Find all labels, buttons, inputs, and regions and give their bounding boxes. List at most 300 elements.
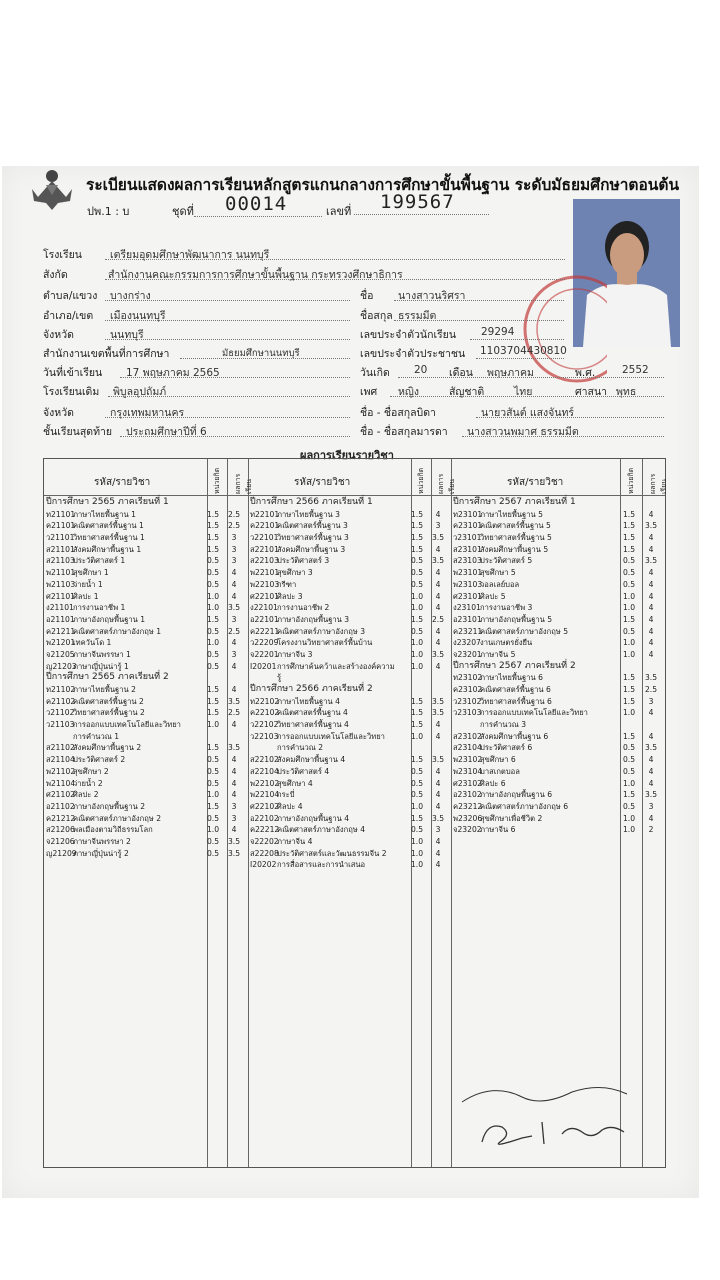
subject-name: ภาษาจีนพรรษา 1 <box>73 649 131 659</box>
subject-grade: 3.5 <box>644 556 658 566</box>
subject-credit: 1.0 <box>410 591 424 601</box>
subject-code: ค21211 <box>46 626 76 636</box>
subject-code: ศ21102 <box>46 790 75 800</box>
subject-code: ส21103 <box>46 556 75 566</box>
subject-grade: 3.5 <box>431 696 445 706</box>
surname-value: ธรรมมีต <box>398 310 437 322</box>
term-heading <box>453 497 663 509</box>
subject-grade: 3 <box>231 556 237 566</box>
subject-grade: 3.5 <box>227 696 241 706</box>
subject-name: การศึกษาค้นคว้าและสร้างองค์ความ <box>277 661 395 671</box>
subject-credit: 0.5 <box>206 848 220 858</box>
subject-grade: 4 <box>648 544 654 554</box>
subject-row <box>46 509 246 521</box>
name-label: ชื่อ <box>360 290 374 302</box>
subject-credit: 1.0 <box>622 591 636 601</box>
subject-code: อ22102 <box>250 813 279 823</box>
subject-grade: 4 <box>231 685 237 694</box>
subject-code: ส21102 <box>46 743 75 753</box>
subject-code: ค23211 <box>453 626 483 636</box>
subject-name: ภาษาไทยพื้นฐาน 1 <box>73 509 136 519</box>
subject-code: ญ21203 <box>46 661 77 671</box>
subject-row <box>250 801 450 813</box>
subject-row <box>250 544 450 556</box>
subject-name: คณิตศาสตร์ภาษาอังกฤษ 2 <box>73 813 162 823</box>
term-column-1 <box>46 497 246 859</box>
subject-row <box>46 789 246 801</box>
subject-grade: 4 <box>648 509 654 519</box>
subject-grade: 4 <box>648 766 654 776</box>
subject-code: ส22102 <box>250 755 279 765</box>
subject-code: ค21212 <box>46 813 76 823</box>
subject-code: พ22104 <box>250 790 280 800</box>
subject-grade: 3.5 <box>431 556 445 566</box>
subject-grade: 4 <box>231 825 237 835</box>
subject-credit: 0.5 <box>622 755 636 765</box>
subject-credit: 1.5 <box>622 685 636 694</box>
document-title: ระเบียนแสดงผลการเรียนหลักสูตรแกนกลางการศึกษาขั้นพื้นฐาน ระดับมัธยมศึกษาตอนต้น <box>86 176 680 194</box>
subject-row <box>453 555 663 567</box>
subject-name: การออกแบบเทคโนโลยีและวิทยา <box>277 731 385 741</box>
subject-row <box>46 567 246 579</box>
subject-row <box>453 778 663 790</box>
subject-name: ประวัติศาสตร์ 5 <box>480 556 533 566</box>
subject-grade: 3 <box>231 533 237 543</box>
subject-name: สังคมศึกษาพื้นฐาน 6 <box>480 731 549 741</box>
subject-code: ท21101 <box>46 509 76 519</box>
subject-credit: 1.0 <box>410 860 424 870</box>
subject-credit: 1.5 <box>410 614 424 624</box>
enter-date-label: วันที่เข้าเรียน <box>43 367 103 379</box>
subject-name: ภาษาไทยพื้นฐาน 4 <box>277 696 340 706</box>
set-number: 00014 <box>225 193 288 215</box>
subject-name: รู้ <box>277 673 282 683</box>
subject-grade: 4 <box>231 661 237 671</box>
subject-credit: 1.0 <box>410 836 424 846</box>
subject-credit: 0.5 <box>622 743 636 753</box>
subject-credit: 0.5 <box>410 825 424 835</box>
subject-row <box>250 532 450 544</box>
subject-name: สังคมศึกษาพื้นฐาน 5 <box>480 544 549 554</box>
subject-grade: 3.5 <box>227 848 241 858</box>
religion-value: พุทธ <box>616 386 637 398</box>
subject-row <box>46 520 246 532</box>
subject-row <box>46 555 246 567</box>
subject-code: ค21101 <box>46 521 76 531</box>
subject-grade: 3.5 <box>431 533 445 543</box>
subdistrict-value: บางกร่าง <box>110 290 151 302</box>
subject-grade: 4 <box>435 638 441 648</box>
col1-subject-header: รหัส/รายวิชา <box>94 477 151 488</box>
subject-credit: 0.5 <box>622 568 636 578</box>
subject-code: ศ23101 <box>453 591 482 601</box>
subject-name: วิทยาศาสตร์พื้นฐาน 4 <box>277 720 349 730</box>
subject-row <box>46 544 246 556</box>
subject-credit: 0.5 <box>206 649 220 659</box>
subject-code: พ21104 <box>46 778 76 788</box>
subject-code: พ23103 <box>453 579 483 589</box>
subject-grade: 3.5 <box>431 649 445 659</box>
subject-name: ภาษาจีน 3 <box>277 649 313 659</box>
subject-row <box>250 859 450 871</box>
subject-code: ว21101 <box>46 533 75 543</box>
subject-row <box>46 602 246 614</box>
subject-grade: 4 <box>648 649 654 659</box>
subject-credit: 0.5 <box>410 579 424 589</box>
subject-grade: 4 <box>231 568 237 578</box>
school-label: โรงเรียน <box>43 249 82 261</box>
subject-name: ศิลปะ 3 <box>277 591 303 601</box>
subject-credit: 1.5 <box>622 614 636 624</box>
subject-grade: 4 <box>435 836 441 846</box>
subject-name: ภาษาอังกฤษพื้นฐาน 2 <box>73 801 146 811</box>
subject-code: ง23101 <box>453 603 481 613</box>
subject-code: ส23101 <box>453 544 482 554</box>
subject-name: ภาษาไทยพื้นฐาน 5 <box>480 509 543 519</box>
subject-code: ศ22102 <box>250 801 279 811</box>
subject-row <box>453 602 663 614</box>
subject-credit: 1.5 <box>410 533 424 543</box>
subject-row <box>250 520 450 532</box>
subject-code: ส22104 <box>250 766 279 776</box>
subject-row <box>46 824 246 836</box>
subject-name: ภาษาจีน 4 <box>277 836 313 846</box>
subject-row <box>453 544 663 556</box>
subject-name: ศิลปะ 1 <box>73 591 99 601</box>
subject-code: ค22211 <box>250 626 280 636</box>
subject-row <box>250 707 450 719</box>
subject-name: ว่ายน้ำ 2 <box>73 778 103 788</box>
subject-grade: 3 <box>231 813 237 823</box>
subject-code: ส21104 <box>46 755 75 765</box>
subject-row <box>453 766 663 778</box>
col1-credit-header: หน่วยกิต <box>213 467 221 494</box>
subject-name: สุขศึกษา 4 <box>277 778 313 788</box>
subject-code: อ23102 <box>453 790 482 800</box>
last-level-value: ประถมศึกษาปีที่ 6 <box>126 426 207 438</box>
subject-name: ภาษาอังกฤษพื้นฐาน 3 <box>277 614 350 624</box>
subject-grade: 3.5 <box>227 743 241 753</box>
citizen-id-label: เลขประจำตัวประชาชน <box>360 348 466 360</box>
subject-grade: 4 <box>648 579 654 589</box>
subject-row <box>46 719 246 731</box>
subject-grade: 4 <box>648 568 654 578</box>
nationality-value: ไทย <box>514 386 533 398</box>
subject-grade: 3.5 <box>644 790 658 800</box>
subject-credit: 1.5 <box>622 509 636 519</box>
subject-name: สุขศึกษาเพื่อชีวิต 2 <box>480 813 543 823</box>
subject-name: ภาษาไทยพื้นฐาน 6 <box>480 673 543 683</box>
subject-credit: 1.0 <box>410 603 424 613</box>
results-section-title: ผลการเรียนรายวิชา <box>300 449 394 462</box>
subject-code: พ21201 <box>46 638 76 648</box>
subject-code: ค22102 <box>250 708 280 718</box>
term-heading-text: ปีการศึกษา 2565 ภาคเรียนที่ 1 <box>46 497 169 507</box>
subject-row <box>453 813 663 825</box>
subject-name: บาสเกตบอล <box>480 766 520 776</box>
subject-credit: 1.5 <box>206 696 220 706</box>
subject-credit: 1.5 <box>206 801 220 811</box>
subject-credit: 0.5 <box>410 790 424 800</box>
subject-name: ประวัติศาสตร์ 4 <box>277 766 330 776</box>
subject-name: ศิลปะ 6 <box>480 778 506 788</box>
subject-row <box>250 626 450 638</box>
subject-row <box>250 836 450 848</box>
subject-code: ส21206 <box>46 825 75 835</box>
subject-name: วิทยาศาสตร์พื้นฐาน 5 <box>480 533 552 543</box>
year-label: พ.ศ. <box>575 367 596 379</box>
subject-name: ภาษาญี่ปุ่นน่ารู้ 1 <box>73 661 129 671</box>
birth-day-value: 20 <box>414 364 428 376</box>
subject-row <box>46 532 246 544</box>
father-value: นายวสันต์ แสงจันทร์ <box>481 407 575 419</box>
subject-name: คณิตศาสตร์ภาษาอังกฤษ 1 <box>73 626 162 636</box>
subject-grade: 3 <box>231 614 237 624</box>
subject-row <box>250 731 450 743</box>
subject-row <box>453 742 663 754</box>
term-heading-text: ปีการศึกษา 2566 ภาคเรียนที่ 2 <box>250 684 373 694</box>
subject-grade: 4 <box>435 848 441 858</box>
subject-code: อ23101 <box>453 614 482 624</box>
subject-code: จ23202 <box>453 825 482 835</box>
no-label: เลขที่ <box>326 205 352 218</box>
subject-grade: 4 <box>435 766 441 776</box>
subject-code: ว23102 <box>453 696 482 706</box>
student-id-label: เลขประจำตัวนักเรียน <box>360 329 457 341</box>
nationality-label: สัญชาติ <box>449 386 485 398</box>
subject-row <box>250 766 450 778</box>
subject-name: คณิตศาสตร์พื้นฐาน 1 <box>73 521 144 531</box>
col2-subject-header: รหัส/รายวิชา <box>294 477 351 488</box>
term-heading <box>250 497 450 509</box>
under-label: สังกัด <box>43 269 68 281</box>
mother-value: นางสาวนพมาศ ธรรมมีต <box>467 426 579 438</box>
registrar-signature-icon <box>452 1072 632 1152</box>
subject-name: ภาษาไทยพื้นฐาน 3 <box>277 509 340 519</box>
subject-grade: 4 <box>648 533 654 543</box>
subject-row <box>453 567 663 579</box>
subject-row <box>453 684 663 696</box>
under-value: สำนักงานคณะกรรมการการศึกษาขั้นพื้นฐาน กระทรวงศึกษาธิการ <box>108 269 403 281</box>
subject-credit: 1.5 <box>206 521 220 531</box>
subject-row <box>453 509 663 521</box>
subject-row <box>453 672 663 684</box>
subject-credit: 1.0 <box>410 661 424 671</box>
province-value: นนทบุรี <box>110 329 144 341</box>
subject-name: วิทยาศาสตร์พื้นฐาน 3 <box>277 533 349 543</box>
subject-name: คณิตศาสตร์พื้นฐาน 3 <box>277 521 348 531</box>
subject-code: ค22101 <box>250 521 280 531</box>
subject-name: ประวัติศาสตร์ 1 <box>73 556 126 566</box>
col2-grade-header: ผลการเรียน <box>437 473 456 494</box>
subject-name: กรีฑา <box>277 579 297 589</box>
subject-code: ศ21101 <box>46 591 75 601</box>
subject-name: ภาษาญี่ปุ่นน่ารู้ 2 <box>73 848 129 858</box>
prev-school-value: พิบูลอุปถัมภ์ <box>113 386 167 398</box>
subdistrict-label: ตำบล/แขวง <box>43 290 98 302</box>
subject-row <box>250 778 450 790</box>
subject-grade: 4 <box>435 603 441 613</box>
prev-school-label: โรงเรียนเดิม <box>43 386 100 398</box>
prev-province-label: จังหวัด <box>43 407 74 419</box>
subject-grade: 3.5 <box>431 708 445 718</box>
subject-row <box>453 696 663 708</box>
subject-name: งานเกษตรยั่งยืน <box>480 638 533 648</box>
citizen-id-value: 1103704430810 <box>480 345 567 357</box>
subject-name: การงานอาชีพ 3 <box>480 603 533 613</box>
subject-row <box>46 614 246 626</box>
subject-grade: 2 <box>648 825 654 835</box>
subject-row <box>250 696 450 708</box>
subject-credit: 1.0 <box>206 603 220 613</box>
subject-code: ง21101 <box>46 603 74 613</box>
subject-name: คณิตศาสตร์พื้นฐาน 5 <box>480 521 551 531</box>
subject-code: จ22202 <box>250 836 279 846</box>
subject-credit: 1.0 <box>622 813 636 823</box>
subject-row <box>46 591 246 603</box>
subject-credit: 0.5 <box>622 579 636 589</box>
subject-row <box>46 626 246 638</box>
subject-code: ง23207 <box>453 638 481 648</box>
subject-row <box>250 813 450 825</box>
subject-code: ว22103 <box>250 731 279 741</box>
subject-row <box>46 731 246 743</box>
subject-credit: 0.5 <box>206 579 220 589</box>
subject-row <box>46 684 246 696</box>
subject-credit: 1.0 <box>622 638 636 648</box>
subject-name: วิทยาศาสตร์พื้นฐาน 1 <box>73 533 145 543</box>
subject-row <box>250 824 450 836</box>
subject-code: ว23103 <box>453 708 482 718</box>
district-label: อำเภอ/เขต <box>43 310 94 322</box>
subject-row <box>453 614 663 626</box>
subject-name: โครงงานวิทยาศาสตร์พื้นบ้าน <box>277 638 373 648</box>
subject-name: สังคมศึกษาพื้นฐาน 4 <box>277 755 346 765</box>
subject-grade: 4 <box>648 813 654 823</box>
subject-row <box>46 637 246 649</box>
subject-name: การออกแบบเทคโนโลยีและวิทยา <box>73 720 181 730</box>
subject-credit: 1.0 <box>410 848 424 858</box>
col2-credit-header: หน่วยกิต <box>417 467 425 494</box>
col3-grade-header: ผลการเรียน <box>649 473 668 494</box>
subject-code: อ22101 <box>250 614 279 624</box>
subject-row <box>250 672 450 684</box>
sex-value: หญิง <box>398 386 419 398</box>
subject-grade: 4 <box>648 603 654 613</box>
subject-code: ท23102 <box>453 673 483 683</box>
subject-code: ค21102 <box>46 696 76 706</box>
subject-grade: 4 <box>435 790 441 800</box>
col3-subject-header: รหัส/รายวิชา <box>507 477 564 488</box>
subject-grade: 2.5 <box>227 509 241 519</box>
subject-code: ส23103 <box>453 556 482 566</box>
subject-code: ว22101 <box>250 533 279 543</box>
subject-credit: 1.5 <box>410 755 424 765</box>
subject-grade: 3 <box>435 521 441 531</box>
subject-name: การงานอาชีพ 1 <box>73 603 126 613</box>
subject-grade: 4 <box>435 720 441 730</box>
subject-credit: 1.0 <box>410 649 424 659</box>
col3-credit-header: หน่วยกิต <box>627 467 635 494</box>
subject-name: สังคมศึกษาพื้นฐาน 3 <box>277 544 346 554</box>
subject-code: ศ23102 <box>453 778 482 788</box>
subject-grade: 4 <box>435 801 441 811</box>
subject-grade: 3.5 <box>644 743 658 753</box>
subject-code: พ23206 <box>453 813 483 823</box>
subject-name: วิทยาศาสตร์พื้นฐาน 2 <box>73 708 145 718</box>
subject-grade: 3.5 <box>644 673 658 683</box>
subject-credit: 1.5 <box>622 731 636 741</box>
subject-credit: 1.5 <box>206 544 220 554</box>
subject-grade: 3.5 <box>431 755 445 765</box>
subject-row <box>250 637 450 649</box>
subject-row <box>46 848 246 860</box>
subject-row <box>250 742 450 754</box>
subject-grade: 4 <box>435 591 441 601</box>
term-heading-text: ปีการศึกษา 2566 ภาคเรียนที่ 1 <box>250 497 373 507</box>
subject-row <box>250 579 450 591</box>
subject-row <box>46 579 246 591</box>
subject-code: ค23101 <box>453 521 483 531</box>
subject-credit: 0.5 <box>206 813 220 823</box>
subject-code: อ21102 <box>46 801 75 811</box>
subject-name: วิทยาศาสตร์พื้นฐาน 6 <box>480 696 552 706</box>
subject-grade: 2.5 <box>431 614 445 624</box>
subject-name: การงานอาชีพ 2 <box>277 603 330 613</box>
subject-code: ส23104 <box>453 743 482 753</box>
subject-row <box>46 649 246 661</box>
subject-grade: 4 <box>231 778 237 788</box>
subject-row <box>250 614 450 626</box>
subject-row <box>46 801 246 813</box>
subject-grade: 3 <box>648 801 654 811</box>
subject-code: ค23212 <box>453 801 483 811</box>
subject-row <box>453 626 663 638</box>
subject-grade: 3.5 <box>644 521 658 531</box>
subject-grade: 3 <box>435 825 441 835</box>
subject-credit: 1.0 <box>622 778 636 788</box>
mother-label: ชื่อ - ชื่อสกุลมารดา <box>360 426 448 438</box>
subject-credit: 1.5 <box>206 509 220 519</box>
subject-grade: 4 <box>435 626 441 636</box>
subject-grade: 4 <box>648 755 654 765</box>
subject-credit: 0.5 <box>206 836 220 846</box>
subject-name: ภาษาไทยพื้นฐาน 2 <box>73 685 136 694</box>
results-table <box>43 458 666 1168</box>
subject-code: พ21101 <box>46 568 76 578</box>
last-level-label: ชั้นเรียนสุดท้าย <box>43 426 113 438</box>
term-heading <box>453 661 663 673</box>
subject-code: จ22201 <box>250 649 279 659</box>
subject-grade: 2.5 <box>227 521 241 531</box>
subject-name: สุขศึกษา 1 <box>73 568 109 578</box>
subject-credit: 0.5 <box>410 568 424 578</box>
subject-row <box>453 719 663 731</box>
term-heading-text: ปีการศึกษา 2567 ภาคเรียนที่ 1 <box>453 497 576 507</box>
subject-credit: 0.5 <box>206 556 220 566</box>
subject-credit: 1.5 <box>622 533 636 543</box>
subject-credit: 1.5 <box>206 685 220 694</box>
subject-credit: 1.5 <box>410 509 424 519</box>
subject-credit: 1.0 <box>206 825 220 835</box>
religion-label: ศาสนา <box>575 386 608 398</box>
subject-row <box>250 509 450 521</box>
subject-grade: 4 <box>435 731 441 741</box>
subject-name: ประวัติศาสตร์ 6 <box>480 743 533 753</box>
subject-code: พ22101 <box>250 568 280 578</box>
subject-name: ภาษาจีน 6 <box>480 825 516 835</box>
subject-name: ภาษาจีน 5 <box>480 649 516 659</box>
